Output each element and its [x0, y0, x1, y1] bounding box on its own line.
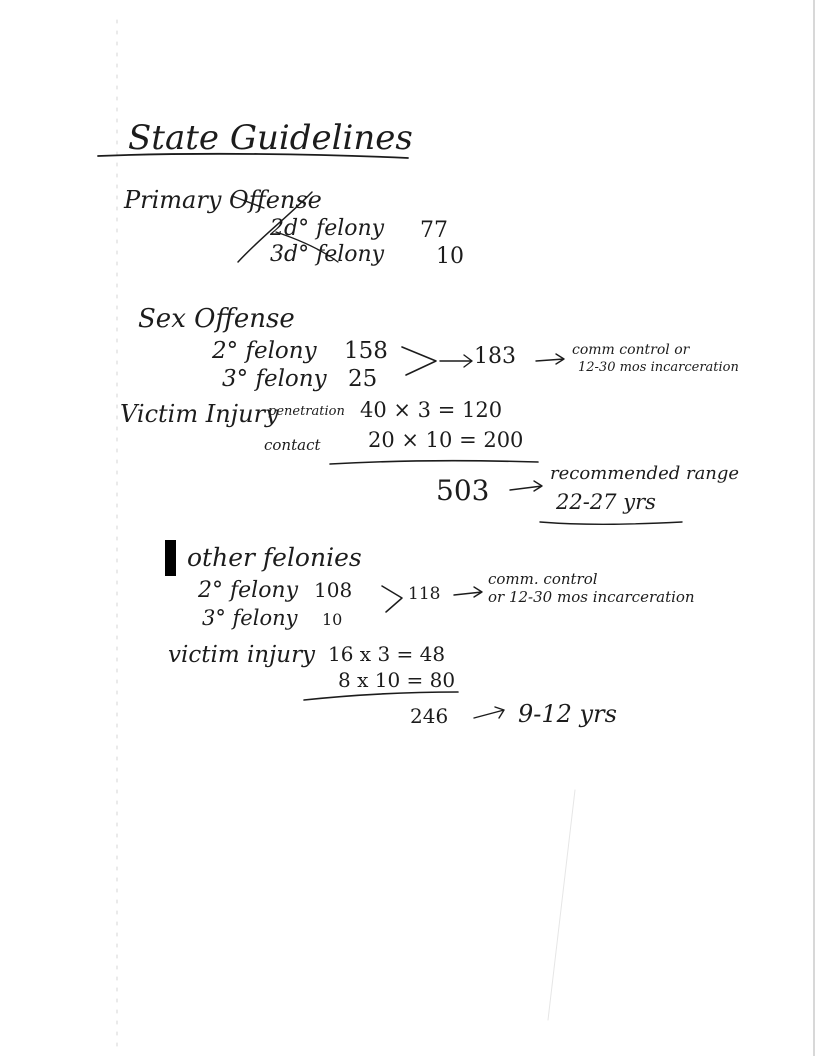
sex-2-felony-value: 158: [344, 338, 388, 364]
recommended-range-label: recommended range: [550, 463, 740, 484]
other-arrow: [454, 587, 482, 597]
sex-outcome-line2: 12-30 mos incarceration: [578, 360, 739, 375]
primary-2d-felony-value: 77: [420, 218, 448, 243]
primary-2d-felony-label: 2d° felony: [270, 216, 385, 241]
penetration-label: penetration: [268, 404, 345, 419]
sex-3-felony-label: 3° felony: [222, 366, 327, 392]
other-victim-injury-calc: 16 x 3 = 48: [328, 642, 446, 666]
other-2-felony-label: 2° felony: [198, 578, 299, 603]
other-victim-injury-label: victim injury: [168, 642, 316, 668]
sex-offense-brace: [402, 347, 436, 375]
other-second-calc: 8 x 10 = 80: [338, 668, 456, 692]
recommended-range-value: 22-27 yrs: [556, 490, 656, 514]
other-range: 9-12 yrs: [518, 700, 617, 728]
page-title: State Guidelines: [128, 118, 413, 158]
total-arrow: [510, 481, 542, 491]
sex-outcome-line1: comm control or: [572, 342, 690, 358]
other-felonies-heading: other felonies: [187, 543, 362, 572]
other-sum-line: [304, 692, 458, 700]
primary-3d-felony-value: 10: [436, 244, 464, 269]
contact-calc: 20 × 10 = 200: [368, 428, 524, 452]
sex-total: 503: [436, 474, 490, 507]
other-total-arrow: [474, 707, 504, 718]
other-3-felony-label: 3° felony: [202, 606, 298, 630]
sex-subtotal: 183: [474, 344, 516, 369]
other-subtotal: 118: [408, 584, 441, 604]
sex-offense-heading: Sex Offense: [138, 304, 295, 334]
faint-scan-mark: [548, 790, 575, 1020]
other-outcome-line2: or 12-30 mos incarceration: [488, 588, 695, 606]
sex-2-felony-label: 2° felony: [212, 338, 317, 364]
other-2-felony-value: 108: [314, 578, 353, 602]
sex-3-felony-value: 25: [348, 366, 378, 392]
penetration-calc: 40 × 3 = 120: [360, 398, 503, 422]
redaction-bar: [165, 540, 176, 576]
sex-arrow-2: [536, 354, 564, 364]
contact-label: contact: [264, 436, 321, 454]
primary-3d-felony-label: 3d° felony: [270, 242, 385, 267]
primary-offense-heading: Primary Offense: [124, 186, 322, 214]
range-underline: [540, 522, 682, 524]
sex-arrow-1: [440, 355, 472, 367]
sex-sum-line: [330, 461, 538, 464]
other-total: 246: [410, 704, 449, 728]
other-3-felony-value: 10: [322, 610, 343, 629]
sex-victim-injury-label: Victim Injury: [120, 400, 279, 428]
other-outcome-line1: comm. control: [488, 570, 598, 588]
other-brace: [382, 586, 402, 612]
